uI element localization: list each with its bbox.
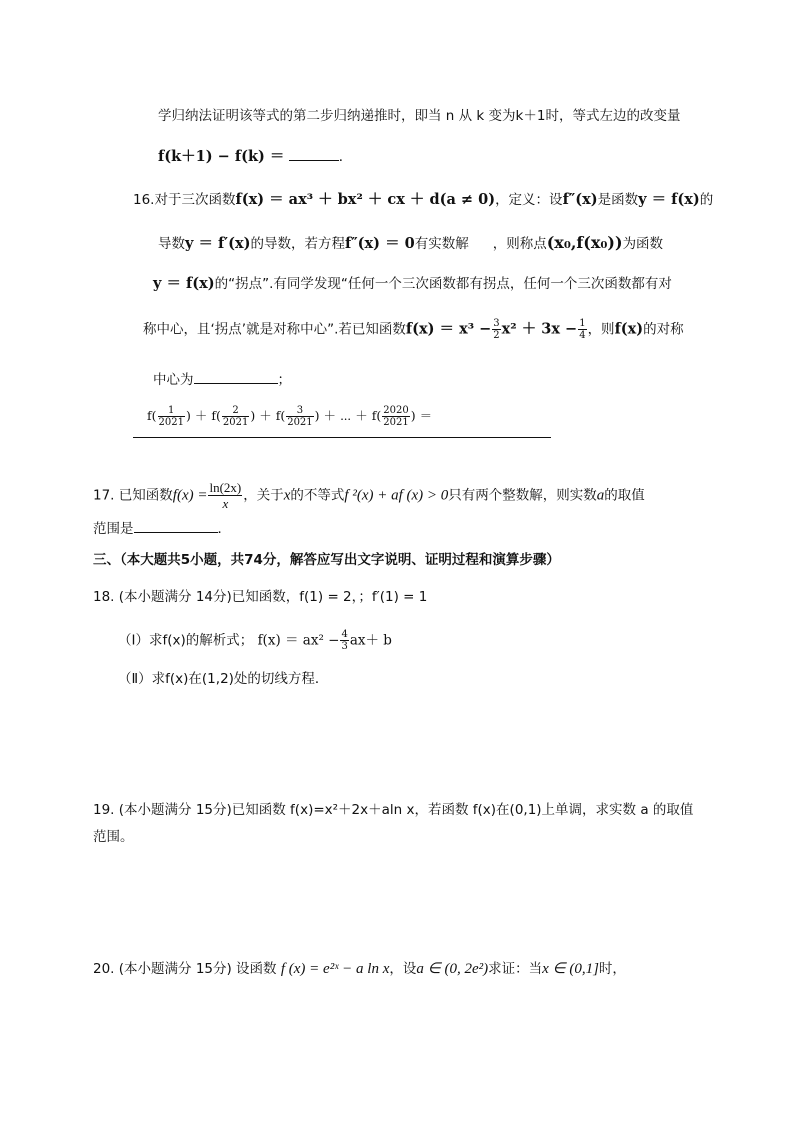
q19-line-2: 范围。 <box>93 829 134 845</box>
q16-number: 16. <box>133 192 155 208</box>
q17-line-1: 17. 已知函数f(x) = $\frac{\ln(2x)}{x}$ ，关于x的不等式f ²(x) + af (x) > 0只有两个整数解，则实数a的取值 <box>93 480 645 511</box>
q16-sum-line: f( $\frac{1}{2021}$ ) ＋ f( $\frac{2}{2021}$ ) ＋ f( $\frac{3}{2021}$ ) ＋ ⋯ ＋ f( $\frac{2020}{2021}$ ) ＝ <box>147 405 433 428</box>
q16-line-1: 16.对于三次函数f(x) ＝ ax³ ＋ bx² ＋ cx ＋ d(a ≠ 0)，定义：设f″(x)是函数y ＝ f(x)的 <box>133 191 714 208</box>
q16-line-4: 称中心，且‘拐点’就是对称中心”.若已知函数f(x) ＝ x³ − $\frac{3}{2}$ x² ＋ 3x − $\frac{1}{4}$ ，则f(x)的对称 <box>143 318 684 341</box>
q16-line-2: 导数y ＝ f′(x)的导数，若方程f″(x) ＝ 0有实数解 ，则称点(x₀,f(x₀))为函数 <box>158 233 664 252</box>
sum-term-3: $\frac{3}{2021}$ <box>287 405 313 428</box>
q18-line-1: 18. (本小题满分 14分)已知函数，f(1) = 2，；f′(1) = 1 <box>93 589 428 605</box>
sum-term-2: $\frac{2}{2021}$ <box>222 405 249 428</box>
section-3-heading: 三、（本大题共5小题，共74分，解答应写出文字说明、证明过程和演算步骤） <box>93 552 560 568</box>
q15-line-1: 学归纳法证明该等式的第二步归纳递推时，即当 n 从 k 变为k＋1时，等式左边的改变量 <box>158 108 681 124</box>
q19-line-1: 19. (本小题满分 15分)已知函数 f(x)=x²＋2x＋aln x，若函数 f(x)在(0,1)上单调，求实数 a 的取值 <box>93 802 694 818</box>
q18-part-1: （Ⅰ）求f(x)的解析式； f(x) ＝ ax² − $\frac{4}{3}$ ax＋ b <box>118 629 392 652</box>
fraction-four-thirds: $\frac{4}{3}$ <box>341 629 348 652</box>
q17-number: 17. <box>93 487 115 504</box>
q16-sum-answer-line <box>133 437 551 438</box>
q18-number: 18. <box>93 589 115 605</box>
q18-part-2: （Ⅱ）求f(x)在(1,2)处的切线方程． <box>118 671 329 687</box>
q17-fraction: $\frac{\ln(2x)}{x}$ <box>209 480 242 511</box>
sum-term-2020: $\frac{2020}{2021}$ <box>383 405 409 428</box>
sum-term-1: $\frac{1}{2021}$ <box>158 405 184 428</box>
q15-expression: f(k＋1) − f(k) ＝ <box>158 148 285 165</box>
q15-answer-blank <box>289 159 339 161</box>
fraction-three-halves: $\frac{3}{2}$ <box>493 318 500 341</box>
q15-line-2: f(k＋1) − f(k) ＝ ． <box>158 148 353 165</box>
q16-line-5: 中心为 ； <box>153 372 291 388</box>
fraction-one-quarter: $\frac{1}{4}$ <box>579 318 586 341</box>
q20-line-1: 20. (本小题满分 15分) 设函数 f (x) = e²ˣ − a ln x，设a ∈ (0, 2e²)求证：当x ∈ (0,1]时， <box>93 961 626 977</box>
q16-line-3: y ＝ f(x)的“拐点”.有同学发现“任何一个三次函数都有拐点，任何一个三次函数都有对 <box>153 275 672 292</box>
q16-center-blank <box>194 382 278 384</box>
q17-line-2: 范围是 ． <box>93 521 231 537</box>
q17-answer-blank <box>134 531 218 533</box>
